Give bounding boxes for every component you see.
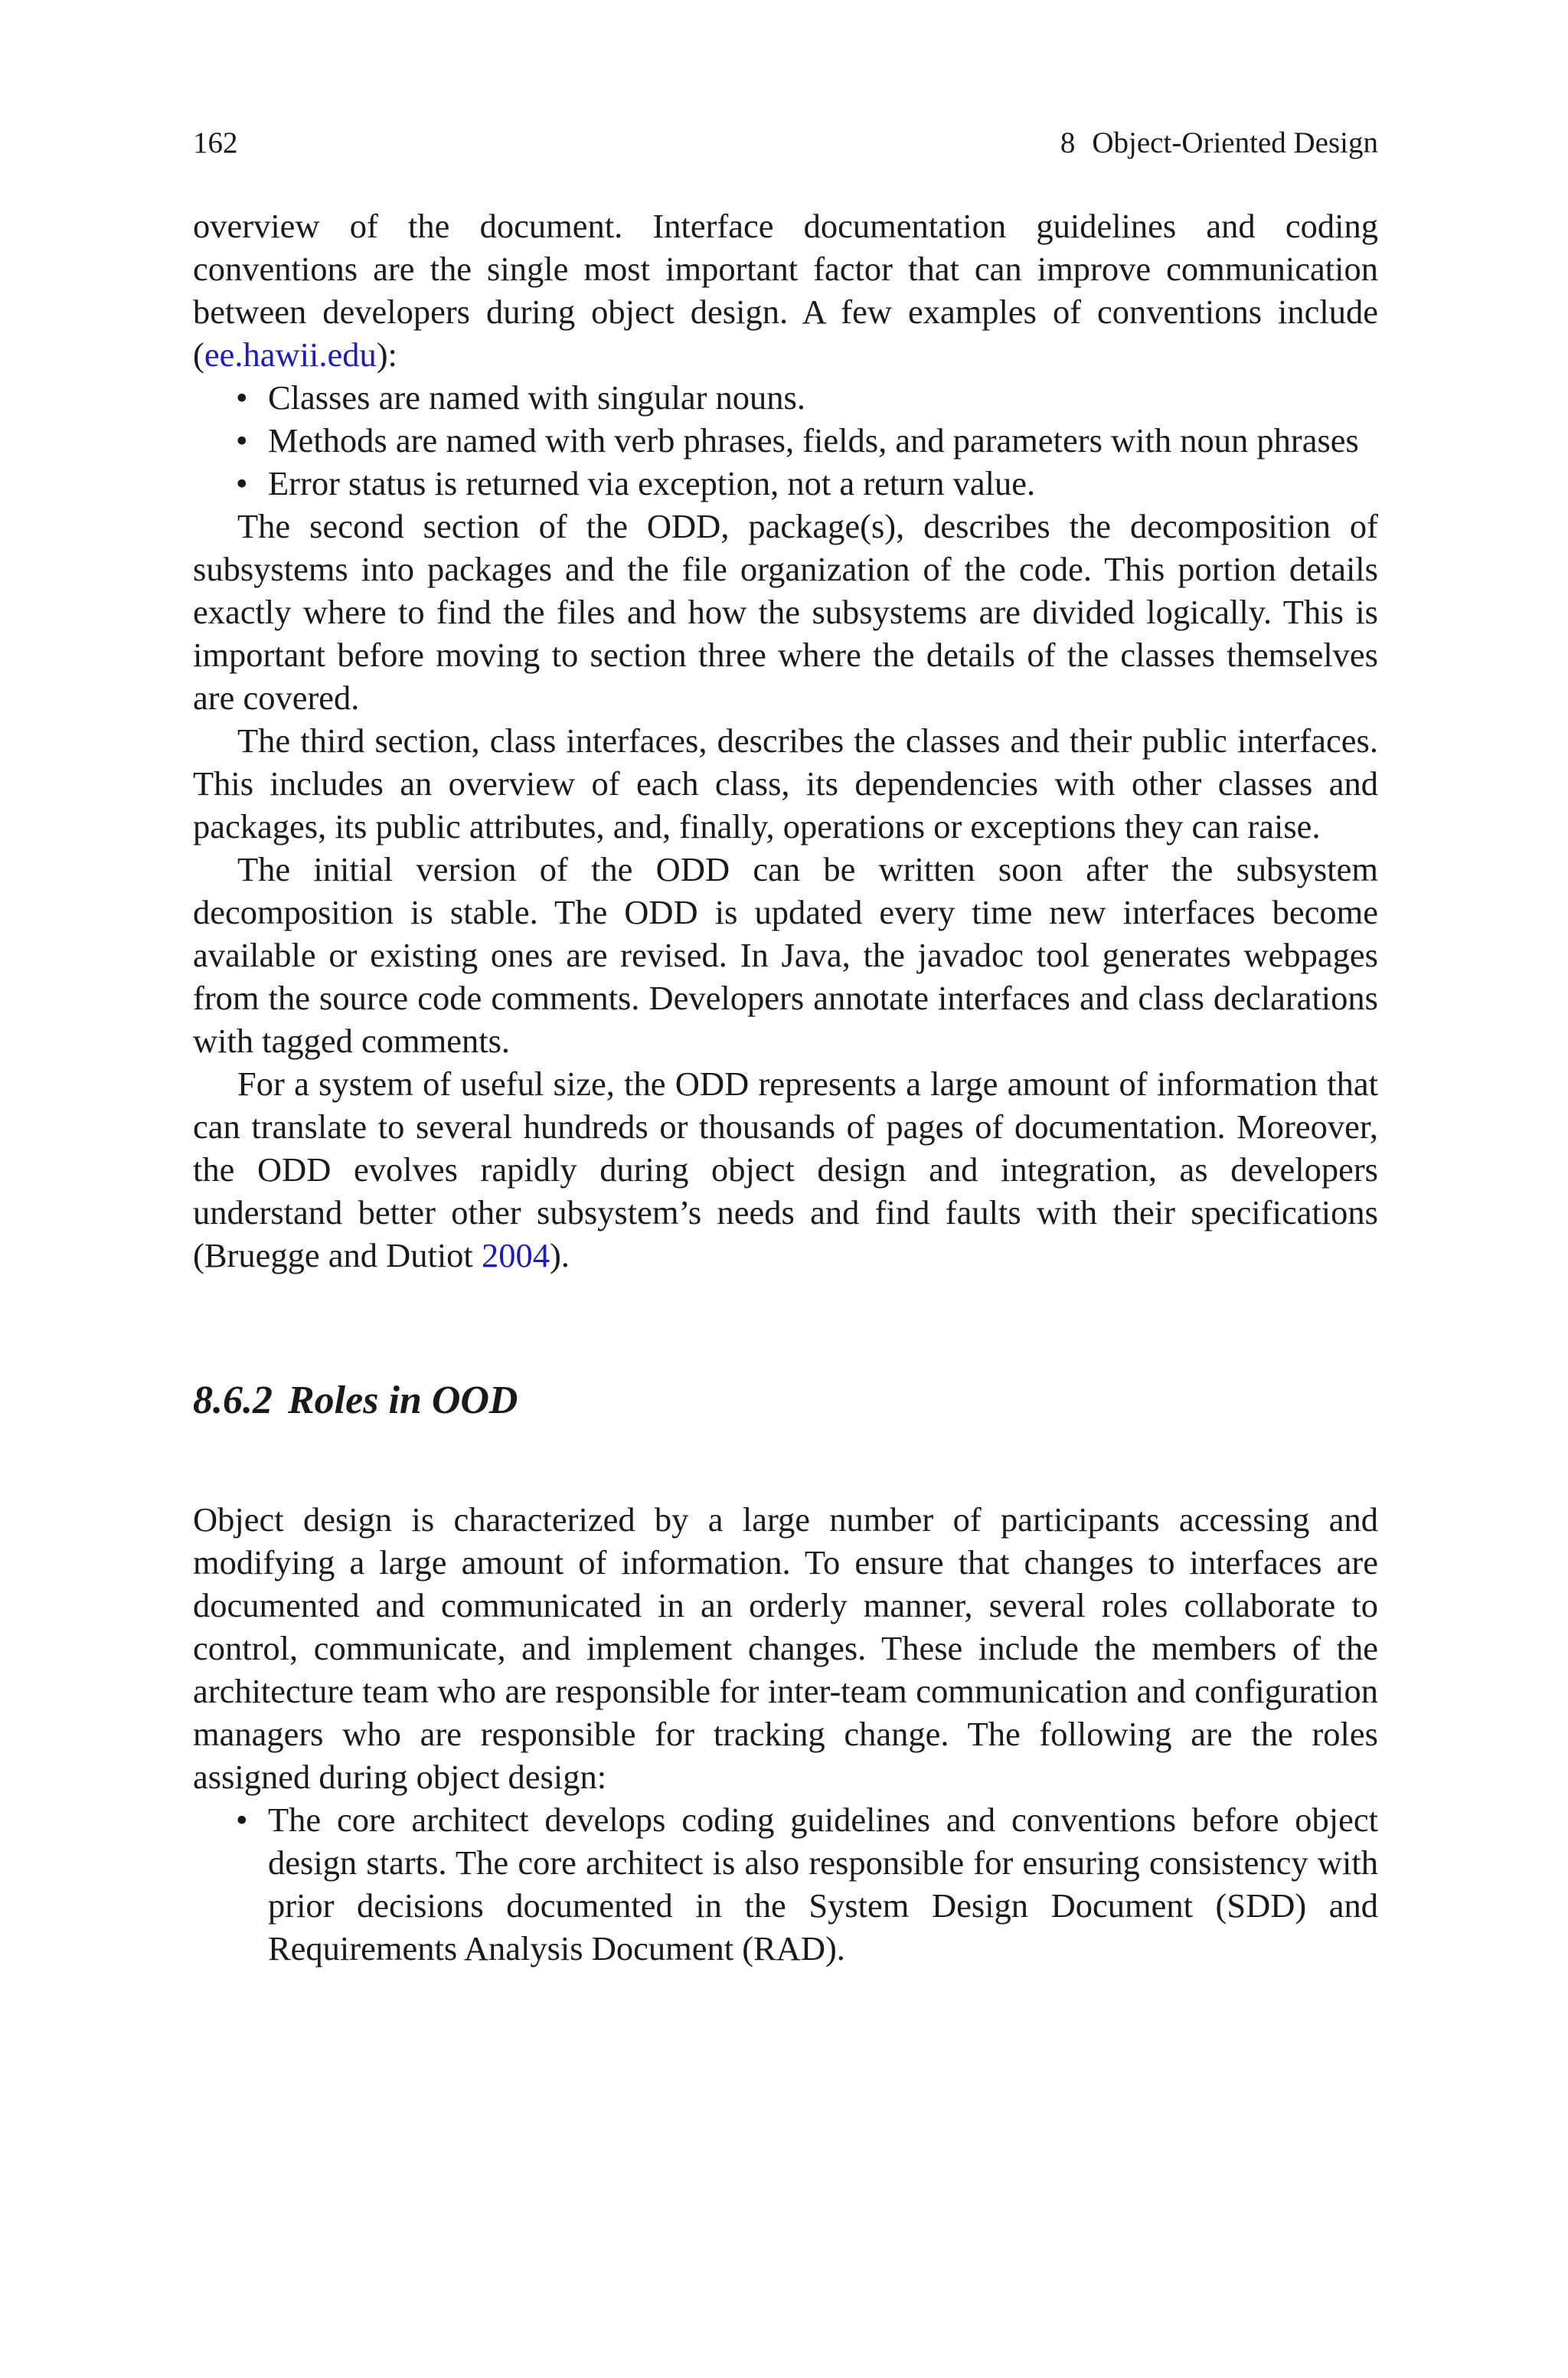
list-item-text: The core architect develops coding guidelines and conventions before object design starts. The core architect is also responsible for ensuring consistency with prior decisions documented in the System Design Document (SDD) and Requirements Analysis Document (RAD). bbox=[268, 1801, 1378, 1967]
link-open-paren: ( bbox=[193, 335, 204, 374]
list-item bbox=[236, 419, 1378, 462]
list-item bbox=[236, 376, 1378, 419]
paragraph-roles-intro: Object design is characterized by a large number of participants accessing and modifying a large amount of information. To ensure that changes to interfaces are documented and communicated in an orderly manner, several roles collaborate to control, communicate, and implement changes. These include the members of the architecture team who are responsible for inter-team communication and configuration managers who are responsible for tracking change. The following are the roles assigned during object design: bbox=[193, 1500, 1378, 1796]
paragraph-system-size bbox=[193, 1062, 1378, 1277]
running-head bbox=[193, 124, 1378, 162]
citation-close: ). bbox=[549, 1236, 570, 1274]
bullet-icon: • bbox=[236, 464, 248, 502]
chapter-heading bbox=[1060, 124, 1378, 162]
page-number: 162 bbox=[193, 126, 238, 159]
reference-link[interactable]: ee.hawii.edu bbox=[204, 335, 377, 374]
section-title: Roles in OOD bbox=[288, 1379, 518, 1422]
chapter-title: Object-Oriented Design bbox=[1092, 126, 1378, 159]
bullet-icon: • bbox=[236, 378, 248, 417]
list-item-text: Classes are named with singular nouns. bbox=[268, 378, 805, 417]
conventions-list bbox=[193, 376, 1378, 505]
list-item-text: Methods are named with verb phrases, fields, and parameters with noun phrases bbox=[268, 421, 1359, 460]
list-item-text: Error status is returned via exception, not a return value. bbox=[268, 464, 1036, 502]
paragraph-text: For a system of useful size, the ODD represents a large amount of information that can translate to several hundreds or thousands of pages of documentation. Moreover, the ODD evolves rapidly during object design and integration, as developers understand better other subsystem’s needs and find faults with their specifications (Bruegge and Dutiot bbox=[193, 1065, 1378, 1274]
bullet-icon: • bbox=[236, 421, 248, 460]
list-item bbox=[236, 1798, 1378, 1970]
paragraph-class-interfaces: The third section, class interfaces, describes the classes and their public interfaces. This includes an overview of each class, its dependencies with other classes and packages, its public attributes, and, finally, operations or exceptions they can raise. bbox=[193, 721, 1378, 846]
list-item bbox=[236, 462, 1378, 505]
roles-list bbox=[193, 1798, 1378, 1970]
link-close-paren: ): bbox=[376, 335, 397, 374]
citation-link[interactable]: 2004 bbox=[481, 1236, 550, 1274]
body-text bbox=[193, 204, 1378, 1970]
chapter-number: 8 bbox=[1060, 126, 1076, 159]
bullet-icon: • bbox=[236, 1801, 248, 1839]
paragraph-package-section: The second section of the ODD, package(s), describes the decomposition of subsystems into packages and the file organization of the code. This portion details exactly where to find the files and how the subsystems are divided logically. This is important before moving to section three where the details of the classes themselves are covered. bbox=[193, 507, 1378, 717]
intro-text: overview of the document. Interface documentation guidelines and coding conventions are the single most important factor that can improve communication between developers during object design. A few examples of conventions include bbox=[193, 207, 1378, 331]
section-heading bbox=[193, 1377, 1378, 1425]
paragraph-initial-version: The initial version of the ODD can be written soon after the subsystem decomposition is stable. The ODD is updated every time new interfaces become available or existing ones are revised. In Java, the javadoc tool generates webpages from the source code comments. Developers annotate interfaces and class declarations with tagged comments. bbox=[193, 850, 1378, 1060]
section-number: 8.6.2 bbox=[193, 1379, 273, 1422]
intro-paragraph bbox=[193, 204, 1378, 376]
